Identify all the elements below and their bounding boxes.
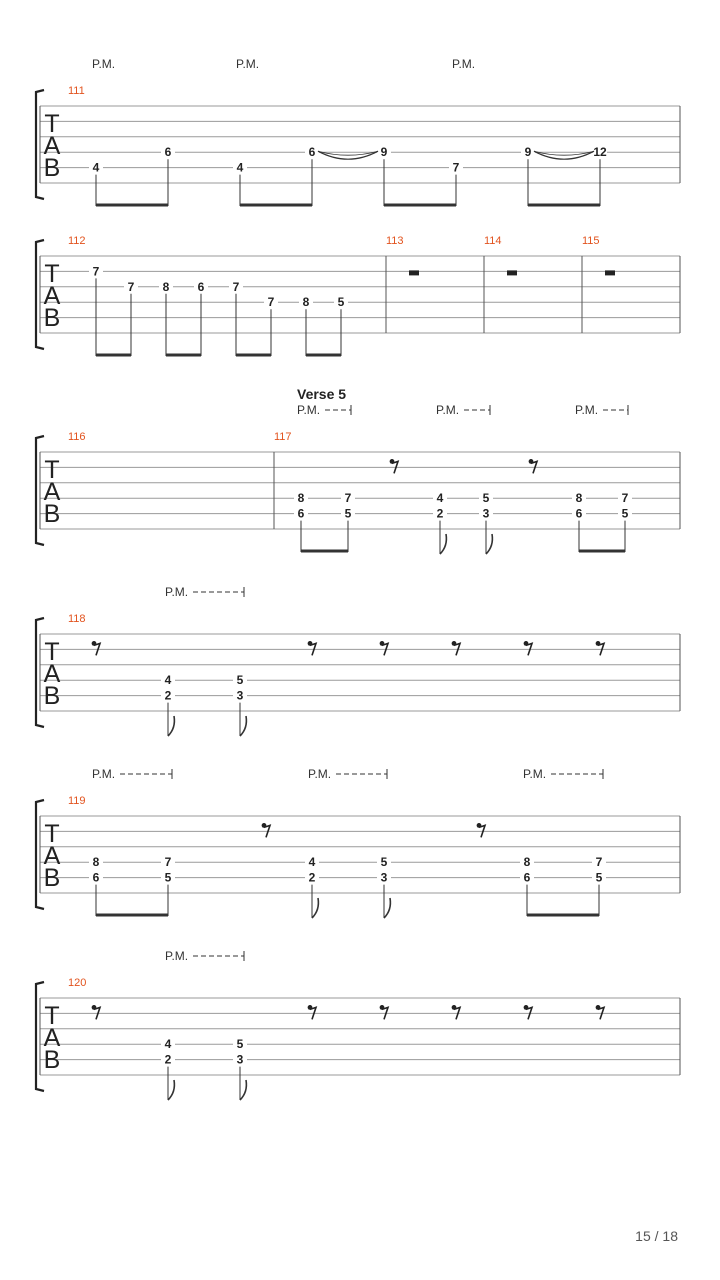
measure-number: 119 — [68, 795, 86, 807]
note-flag — [384, 898, 390, 918]
note-flag — [240, 716, 246, 736]
fret-number: 5 — [621, 506, 629, 521]
fret-number: 8 — [575, 491, 583, 506]
fret-number: 7 — [127, 279, 135, 294]
note-flag — [168, 716, 174, 736]
palm-mute-label: P.M. — [452, 57, 476, 71]
palm-mute-label: P.M. — [92, 767, 116, 781]
measure-number: 111 — [68, 85, 85, 97]
note-flag — [168, 1080, 174, 1100]
fret-number: 6 — [164, 145, 172, 160]
measure-number: 115 — [582, 235, 600, 247]
tab-clef-a: A — [43, 478, 61, 506]
fret-number: 4 — [308, 855, 316, 870]
fret-number: 3 — [236, 688, 244, 703]
measure-number: 113 — [386, 235, 404, 247]
tab-clef-b: B — [43, 1046, 61, 1074]
palm-mute-label: P.M. — [92, 57, 116, 71]
fret-number: 5 — [482, 491, 490, 506]
note-flag — [486, 534, 492, 554]
fret-number: 7 — [344, 491, 352, 506]
measure-rest — [507, 270, 517, 275]
fret-number: 8 — [162, 279, 170, 294]
tab-clef-a: A — [43, 132, 61, 160]
measure-number: 112 — [68, 235, 86, 247]
tab-clef-b: B — [43, 500, 61, 528]
fret-number: 8 — [523, 855, 531, 870]
fret-number: 5 — [236, 673, 244, 688]
tab-clef-a: A — [43, 1024, 61, 1052]
fret-number: 4 — [436, 491, 444, 506]
fret-number: 7 — [452, 160, 460, 175]
page-indicator: 15 / 18 — [635, 1228, 678, 1244]
fret-number: 6 — [297, 506, 305, 521]
fret-number: 12 — [593, 145, 607, 160]
tab-clef-t: T — [44, 456, 60, 484]
fret-number: 9 — [524, 145, 532, 160]
fret-number: 2 — [308, 870, 316, 885]
tab-clef-b: B — [43, 864, 61, 892]
palm-mute-label: P.M. — [165, 949, 189, 963]
tab-clef-t: T — [44, 820, 60, 848]
fret-number: 8 — [92, 855, 100, 870]
fret-number: 6 — [197, 279, 205, 294]
fret-number: 6 — [308, 145, 316, 160]
palm-mute-label: P.M. — [165, 585, 189, 599]
fret-number: 3 — [482, 506, 490, 521]
measure-number: 120 — [68, 977, 87, 989]
measure-number: 118 — [68, 613, 86, 625]
section-label: Verse 5 — [297, 386, 347, 402]
fret-number: 6 — [92, 870, 100, 885]
fret-number: 6 — [523, 870, 531, 885]
fret-number: 5 — [337, 295, 345, 310]
fret-number: 7 — [267, 295, 275, 310]
tab-clef-t: T — [44, 110, 60, 138]
fret-number: 6 — [575, 506, 583, 521]
tab-clef-a: A — [43, 282, 61, 310]
tab-clef-b: B — [43, 154, 61, 182]
note-flag — [440, 534, 446, 554]
fret-number: 8 — [297, 491, 305, 506]
fret-number: 3 — [380, 870, 388, 885]
fret-number: 7 — [92, 264, 100, 279]
palm-mute-label: P.M. — [236, 57, 260, 71]
note-flag — [312, 898, 318, 918]
measure-rest — [409, 270, 419, 275]
tab-clef-a: A — [43, 842, 61, 870]
fret-number: 5 — [344, 506, 352, 521]
palm-mute-label: P.M. — [436, 403, 460, 417]
fret-number: 8 — [302, 295, 310, 310]
measure-rest — [605, 270, 615, 275]
tab-clef-t: T — [44, 638, 60, 666]
tab-clef-t: T — [44, 1002, 60, 1030]
palm-mute-label: P.M. — [297, 403, 321, 417]
palm-mute-label: P.M. — [308, 767, 332, 781]
palm-mute-label: P.M. — [575, 403, 599, 417]
measure-number: 117 — [274, 431, 292, 443]
tab-clef-b: B — [43, 682, 61, 710]
fret-number: 5 — [380, 855, 388, 870]
fret-number: 7 — [595, 855, 603, 870]
measure-number: 114 — [484, 235, 502, 247]
fret-number: 9 — [380, 145, 388, 160]
fret-number: 5 — [595, 870, 603, 885]
fret-number: 7 — [164, 855, 172, 870]
measure-number: 116 — [68, 431, 86, 443]
tab-clef-b: B — [43, 304, 61, 332]
fret-number: 7 — [232, 279, 240, 294]
fret-number: 5 — [236, 1037, 244, 1052]
tab-clef-t: T — [44, 260, 60, 288]
tab-clef-a: A — [43, 660, 61, 688]
fret-number: 7 — [621, 491, 629, 506]
fret-number: 4 — [236, 160, 244, 175]
fret-number: 4 — [92, 160, 100, 175]
palm-mute-label: P.M. — [523, 767, 547, 781]
fret-number: 5 — [164, 870, 172, 885]
fret-number: 2 — [164, 688, 172, 703]
fret-number: 2 — [164, 1052, 172, 1067]
fret-number: 4 — [164, 673, 172, 688]
fret-number: 2 — [436, 506, 444, 521]
note-flag — [240, 1080, 246, 1100]
fret-number: 3 — [236, 1052, 244, 1067]
fret-number: 4 — [164, 1037, 172, 1052]
